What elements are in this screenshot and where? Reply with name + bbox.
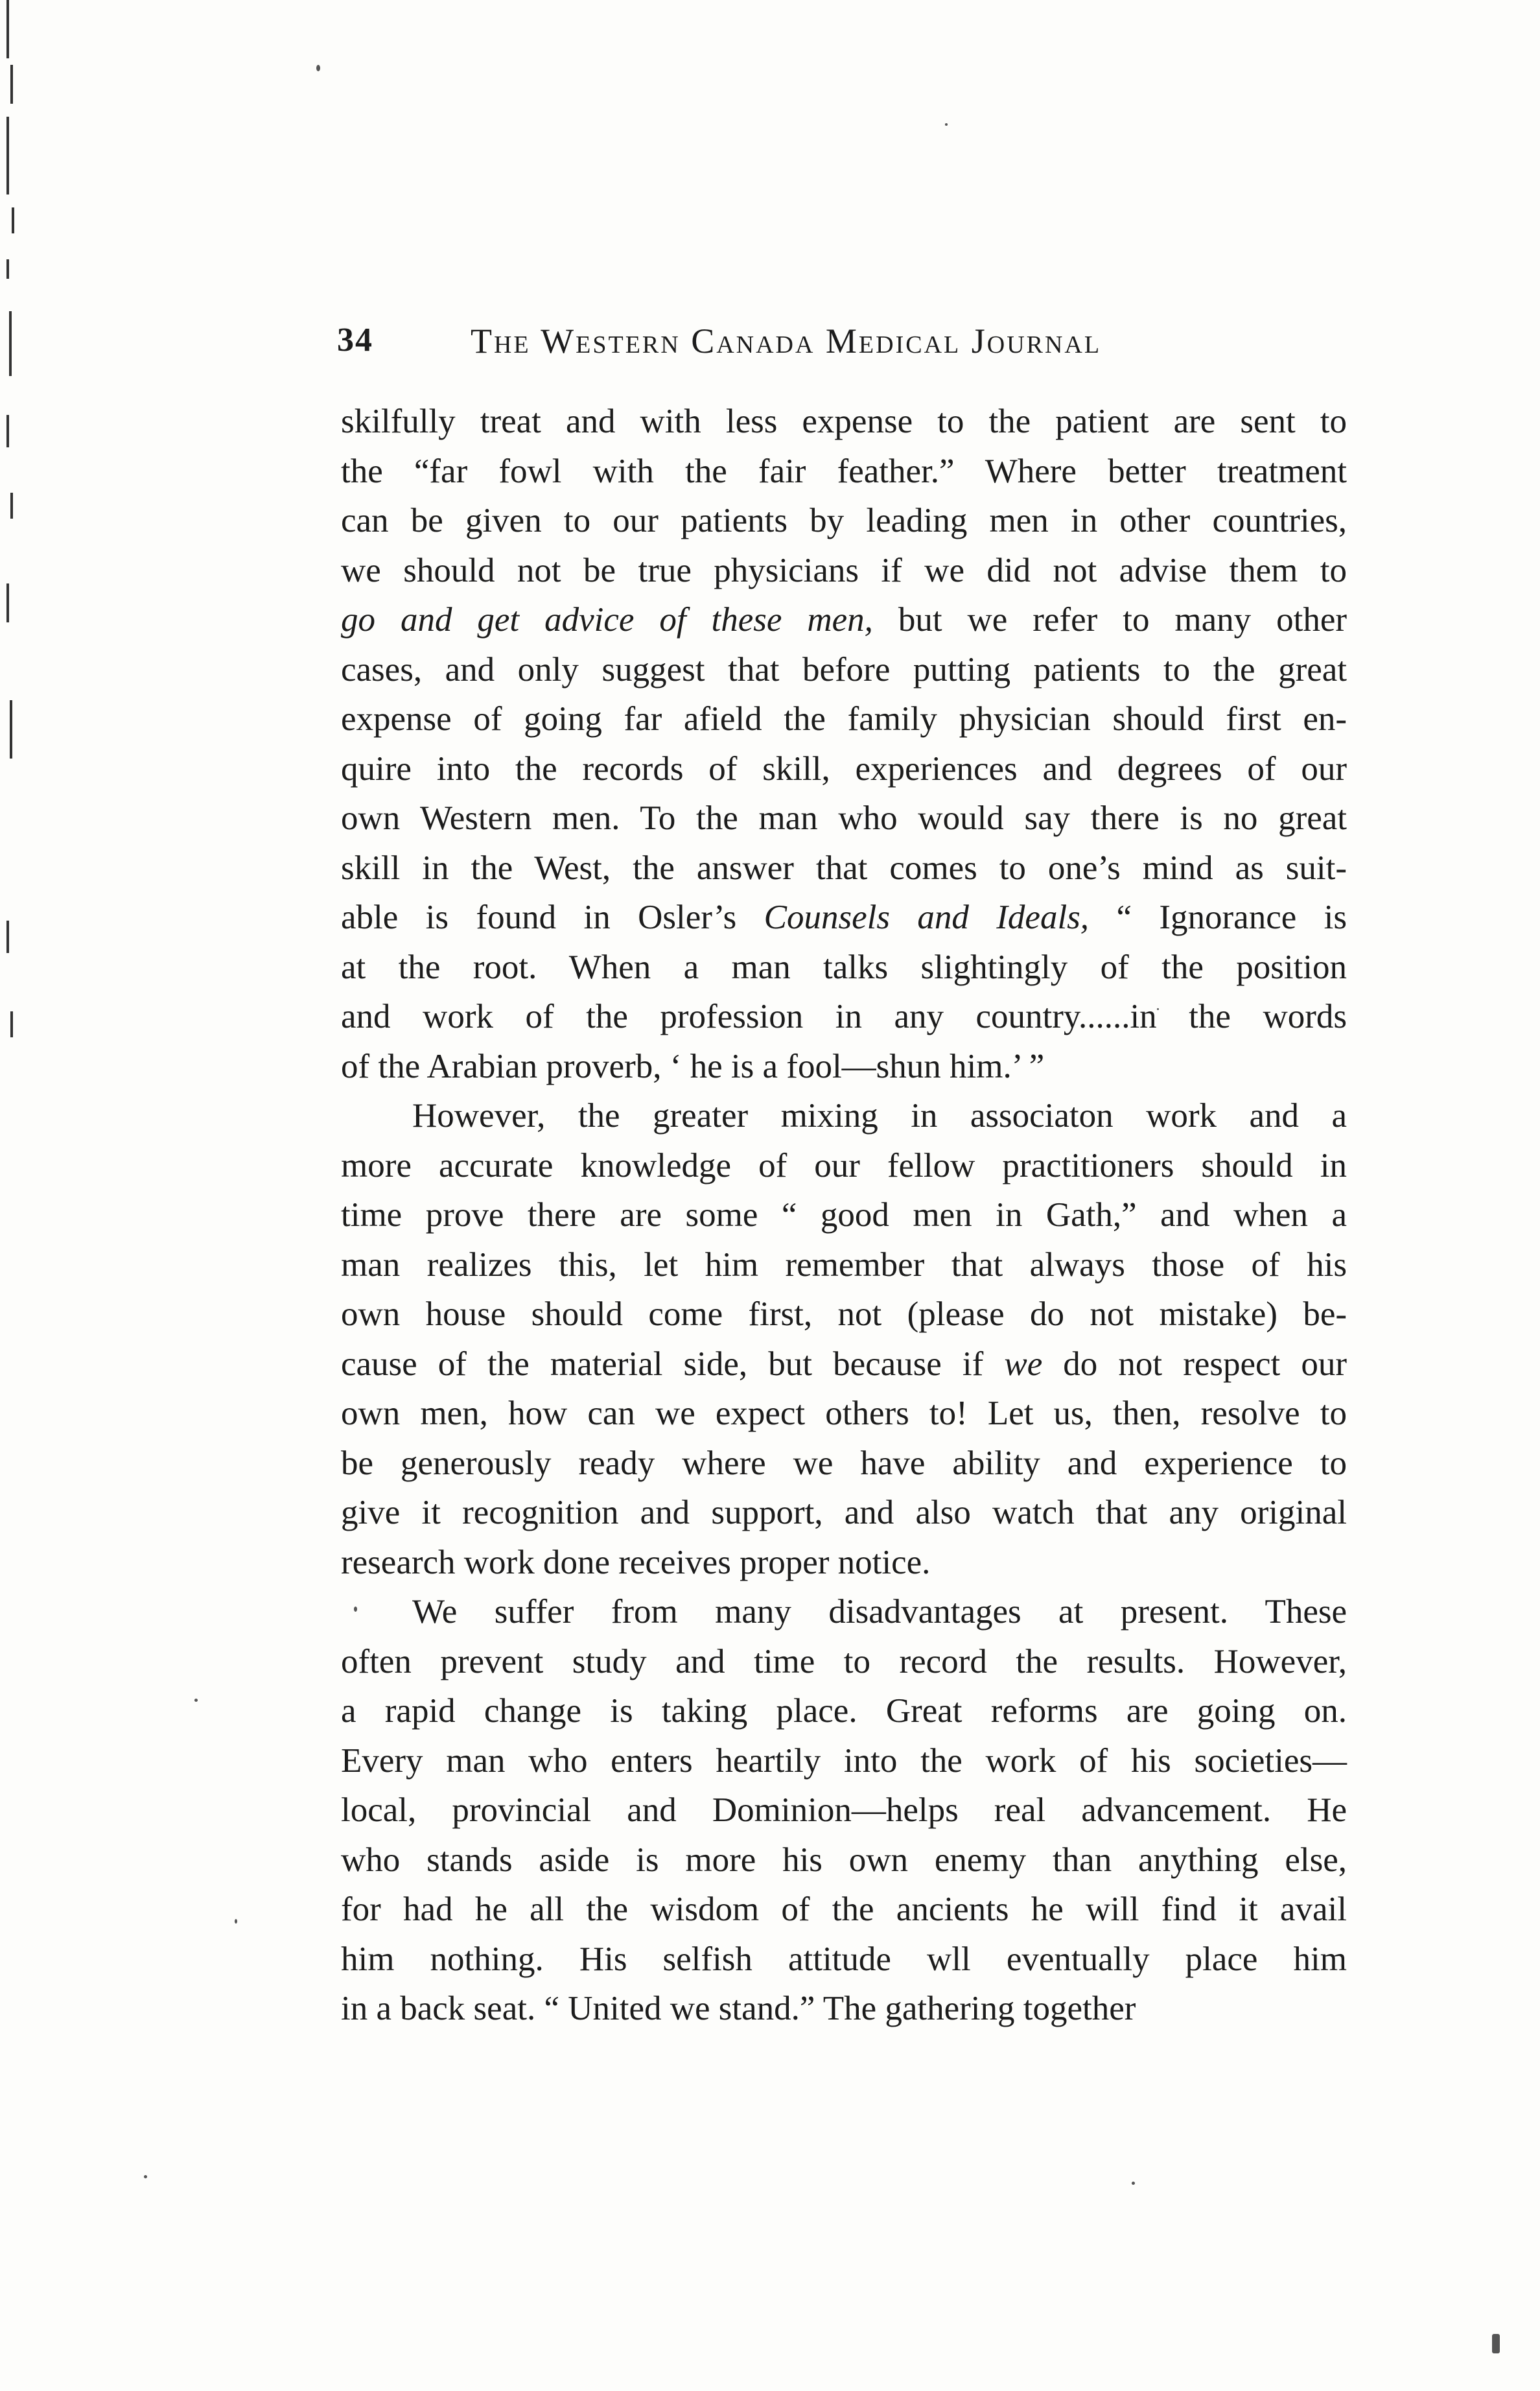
text-run: cause of the material side, but because if [341, 1345, 1005, 1383]
text-line: We suffer from many disadvantages at present. These [412, 1593, 1347, 1631]
text-line: a rapid change is taking place. Great reforms are going on. [341, 1692, 1347, 1730]
text-line: expense of going far afield the family physician should first en- [341, 700, 1347, 738]
paragraph [341, 397, 1347, 1091]
article-body [341, 397, 1347, 2034]
text-run: able is found in Osler’s [341, 899, 764, 936]
text-run: “ Ignorance is [1089, 899, 1348, 936]
italic-text-run: go and get advice of these men, [341, 601, 873, 639]
text-line: often prevent study and time to record the results. However, [341, 1642, 1347, 1680]
text-line: him nothing. His selfish attitude wll eventually place him [341, 1940, 1347, 1978]
text-line: Every man who enters heartily into the work of his societies— [341, 1741, 1347, 1780]
paragraph [341, 1091, 1347, 1587]
italic-text-run: Counsels and Ideals, [764, 899, 1090, 936]
text-line: the “far fowl with the fair feather.” Where better treatment [341, 452, 1347, 490]
text-line: skill in the West, the answer that comes to one’s mind as suit- [341, 849, 1347, 887]
text-line: more accurate knowledge of our fellow practitioners should in [341, 1146, 1347, 1184]
text-line [341, 1339, 1347, 1389]
text-line: own Western men. To the man who would say there is no great [341, 799, 1347, 837]
text-run: do not respect our [1042, 1345, 1347, 1383]
text-line: own house should come first, not (please do not mistake) be- [341, 1295, 1347, 1333]
text-line: cases, and only suggest that before putting patients to the great [341, 650, 1347, 689]
text-line [341, 595, 1347, 645]
text-line: However, the greater mixing in associaton work and a [412, 1097, 1347, 1135]
text-line: research work done receives proper notice. [341, 1543, 931, 1581]
text-line: at the root. When a man talks slightingly of the position [341, 948, 1347, 986]
text-line: who stands aside is more his own enemy than anything else, [341, 1841, 1347, 1879]
margin-scan-marks [6, 0, 32, 2391]
text-line: can be given to our patients by leading men in other countries, [341, 502, 1347, 539]
italic-text-run: we [1004, 1345, 1043, 1383]
journal-title: The Western Canada Medical Journal [471, 322, 1102, 360]
text-line: quire into the records of skill, experiences and degrees of our [341, 749, 1347, 788]
text-line: and work of the profession in any country......in the words [341, 998, 1347, 1035]
text-line: be generously ready where we have ability and experience to [341, 1444, 1347, 1482]
text-run: but we refer to many other [872, 601, 1347, 639]
text-line: time prove there are some “ good men in Gath,” and when a [341, 1196, 1347, 1234]
running-header [337, 321, 1348, 373]
paragraph [341, 1587, 1347, 2034]
page-number: 34 [337, 322, 373, 359]
text-line: of the Arabian proverb, ‘ he is a fool—shun him.’ ” [341, 1047, 1045, 1085]
text-line [341, 893, 1347, 943]
text-line: for had he all the wisdom of the ancients he will find it avail [341, 1890, 1347, 1928]
text-line: we should not be true physicians if we did not advise them to [341, 551, 1347, 589]
text-line: own men, how can we expect others to! Let us, then, resolve to [341, 1395, 1347, 1432]
text-line: in a back seat. “ United we stand.” The gathering together [341, 1990, 1136, 2027]
text-line: local, provincial and Dominion—helps real advancement. He [341, 1791, 1347, 1829]
text-line: man realizes this, let him remember that always those of his [341, 1245, 1347, 1284]
text-line: give it recognition and support, and also watch that any original [341, 1494, 1347, 1531]
text-line: skilfully treat and with less expense to the patient are sent to [341, 403, 1347, 440]
